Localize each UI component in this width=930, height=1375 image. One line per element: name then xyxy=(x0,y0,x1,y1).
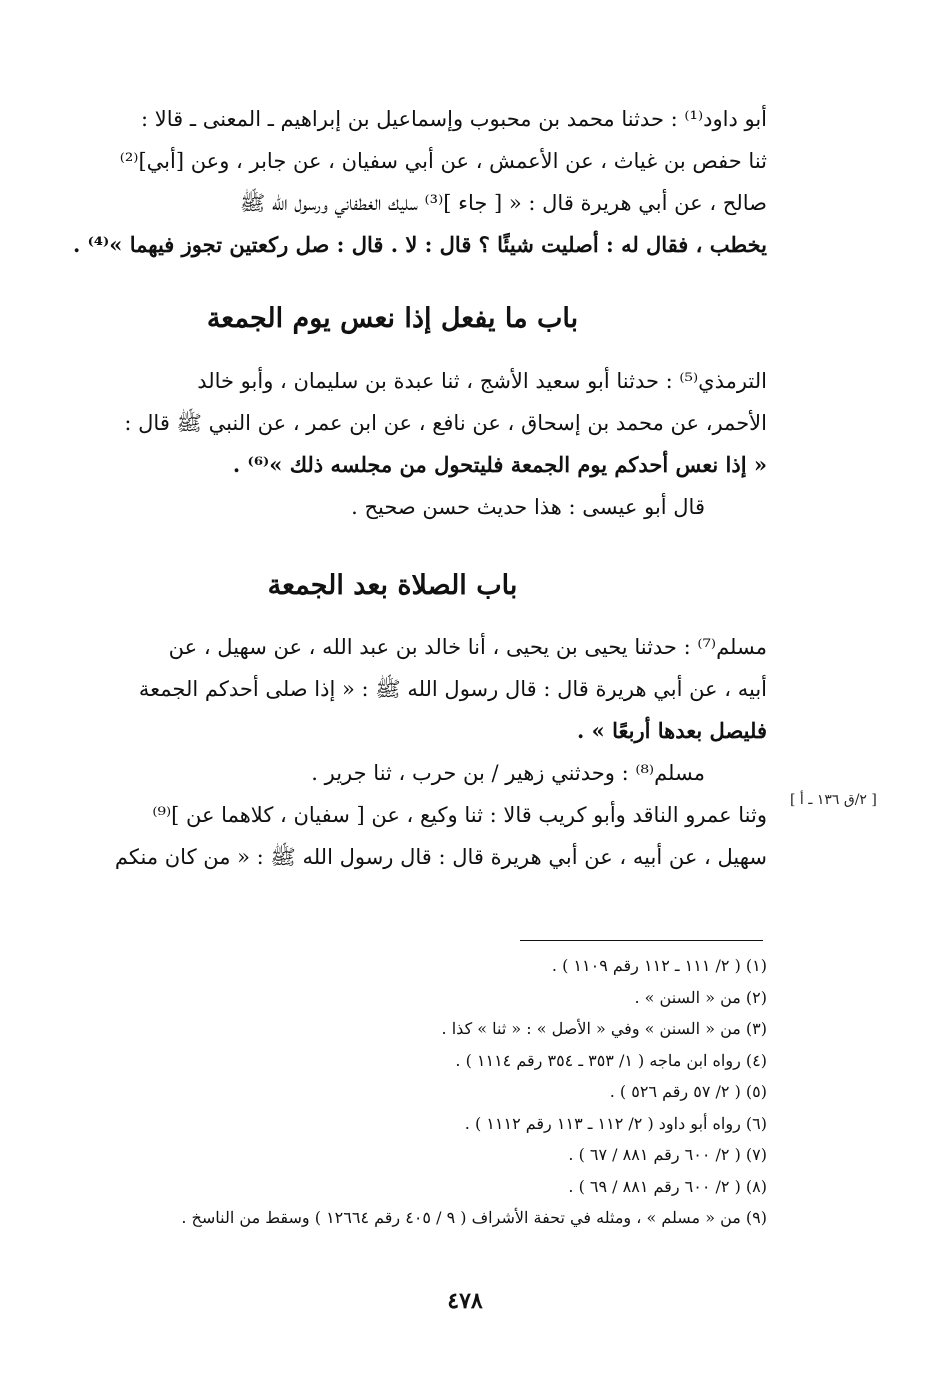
section-heading: باب الصلاة بعد الجمعة xyxy=(267,570,518,601)
manuscript-folio-note: [ ٢/ق ١٣٦ ـ أ ] xyxy=(790,792,877,808)
paragraph-muslim xyxy=(18,626,767,878)
page-number: ٤٧٨ xyxy=(447,1288,483,1314)
footnote: (٨) ( ٢/ ٦٠٠ رقم ٨٨١ / ٦٩ ) . xyxy=(568,1176,767,1196)
footnote: (٩) من « مسلم » ، ومثله في تحفة الأشراف ( ٩ / ٤٠٥ رقم ١٢٦٦٤ ) وسقط من الناسخ . xyxy=(181,1208,767,1227)
paragraph-tirmidhi xyxy=(18,360,767,528)
text-line: أبيه ، عن أبي هريرة قال : قال رسول الله ﷺ : « إذا صلى أحدكم الجمعة xyxy=(138,677,767,701)
footnote: (٧) ( ٢/ ٦٠٠ رقم ٨٨١ / ٦٧ ) . xyxy=(568,1145,767,1164)
text-line: مسلم⁽⁷⁾ : حدثنا يحيى بن يحيى ، أنا خالد بن عبد الله ، عن سهيل ، عن xyxy=(168,635,767,659)
footnote: (٣) من « السنن » وفي « الأصل » : « ثنا » كذا . xyxy=(441,1019,767,1038)
text-line: فليصل بعدها أربعًا » . xyxy=(577,718,767,743)
text-line: أبو داود⁽¹⁾ : حدثنا محمد بن محبوب وإسماعيل بن إبراهيم ـ المعنى ـ قالا : xyxy=(141,107,767,131)
text-line: وثنا عمرو الناقد وأبو كريب قالا : ثنا وكيع ، عن [ سفيان ، كلاهما عن ]⁽⁹⁾ xyxy=(152,803,767,827)
text-line: سهيل ، عن أبيه ، عن أبي هريرة قال : قال رسول الله ﷺ : « من كان منكم xyxy=(114,845,767,869)
text-line: يخطب ، فقال له : أصليت شيئًا ؟ قال : لا . قال : صل ركعتين تجوز فيهما »⁽⁴⁾ . xyxy=(72,232,767,257)
text-line: « إذا نعس أحدكم يوم الجمعة فليتحول من مجلسه ذلك »⁽⁶⁾ . xyxy=(232,452,767,477)
footnote: (٤) رواه ابن ماجه ( ١/ ٣٥٣ ـ ٣٥٤ رقم ١١١٤ ) . xyxy=(455,1050,767,1070)
text-line: قال أبو عيسى : هذا حديث حسن صحيح . xyxy=(351,495,705,519)
footnote-divider xyxy=(520,940,763,941)
text-line: الترمذي⁽⁵⁾ : حدثنا أبو سعيد الأشج ، ثنا عبدة بن سليمان ، وأبو خالد xyxy=(197,369,767,393)
footnote: (١) ( ٢/ ١١١ ـ ١١٢ رقم ١١٠٩ ) . xyxy=(551,956,767,975)
paragraph-abu-dawud xyxy=(18,98,767,266)
text-line: مسلم⁽⁸⁾ : وحدثني زهير / بن حرب ، ثنا جرير . xyxy=(311,761,705,785)
text-line: الأحمر، عن محمد بن إسحاق ، عن نافع ، عن ابن عمر ، عن النبي ﷺ قال : xyxy=(124,411,767,435)
footnote: (٦) رواه أبو داود ( ٢/ ١١٢ ـ ١١٣ رقم ١١١٢ ) . xyxy=(464,1113,767,1133)
footnote: (٥) ( ٢/ ٥٧ رقم ٥٢٦ ) . xyxy=(609,1082,767,1101)
text-line: ثنا حفص بن غياث ، عن الأعمش ، عن أبي سفيان ، عن جابر ، وعن [أبي]⁽²⁾ xyxy=(119,149,767,173)
section-heading: باب ما يفعل إذا نعس يوم الجمعة xyxy=(206,303,579,334)
footnotes xyxy=(20,950,767,1234)
footnote: (٢) من « السنن » . xyxy=(634,987,767,1007)
text-line: صالح ، عن أبي هريرة قال : « [ جاء ]⁽³⁾ سليك الغطفاني ورسول الله ﷺ xyxy=(239,191,767,215)
